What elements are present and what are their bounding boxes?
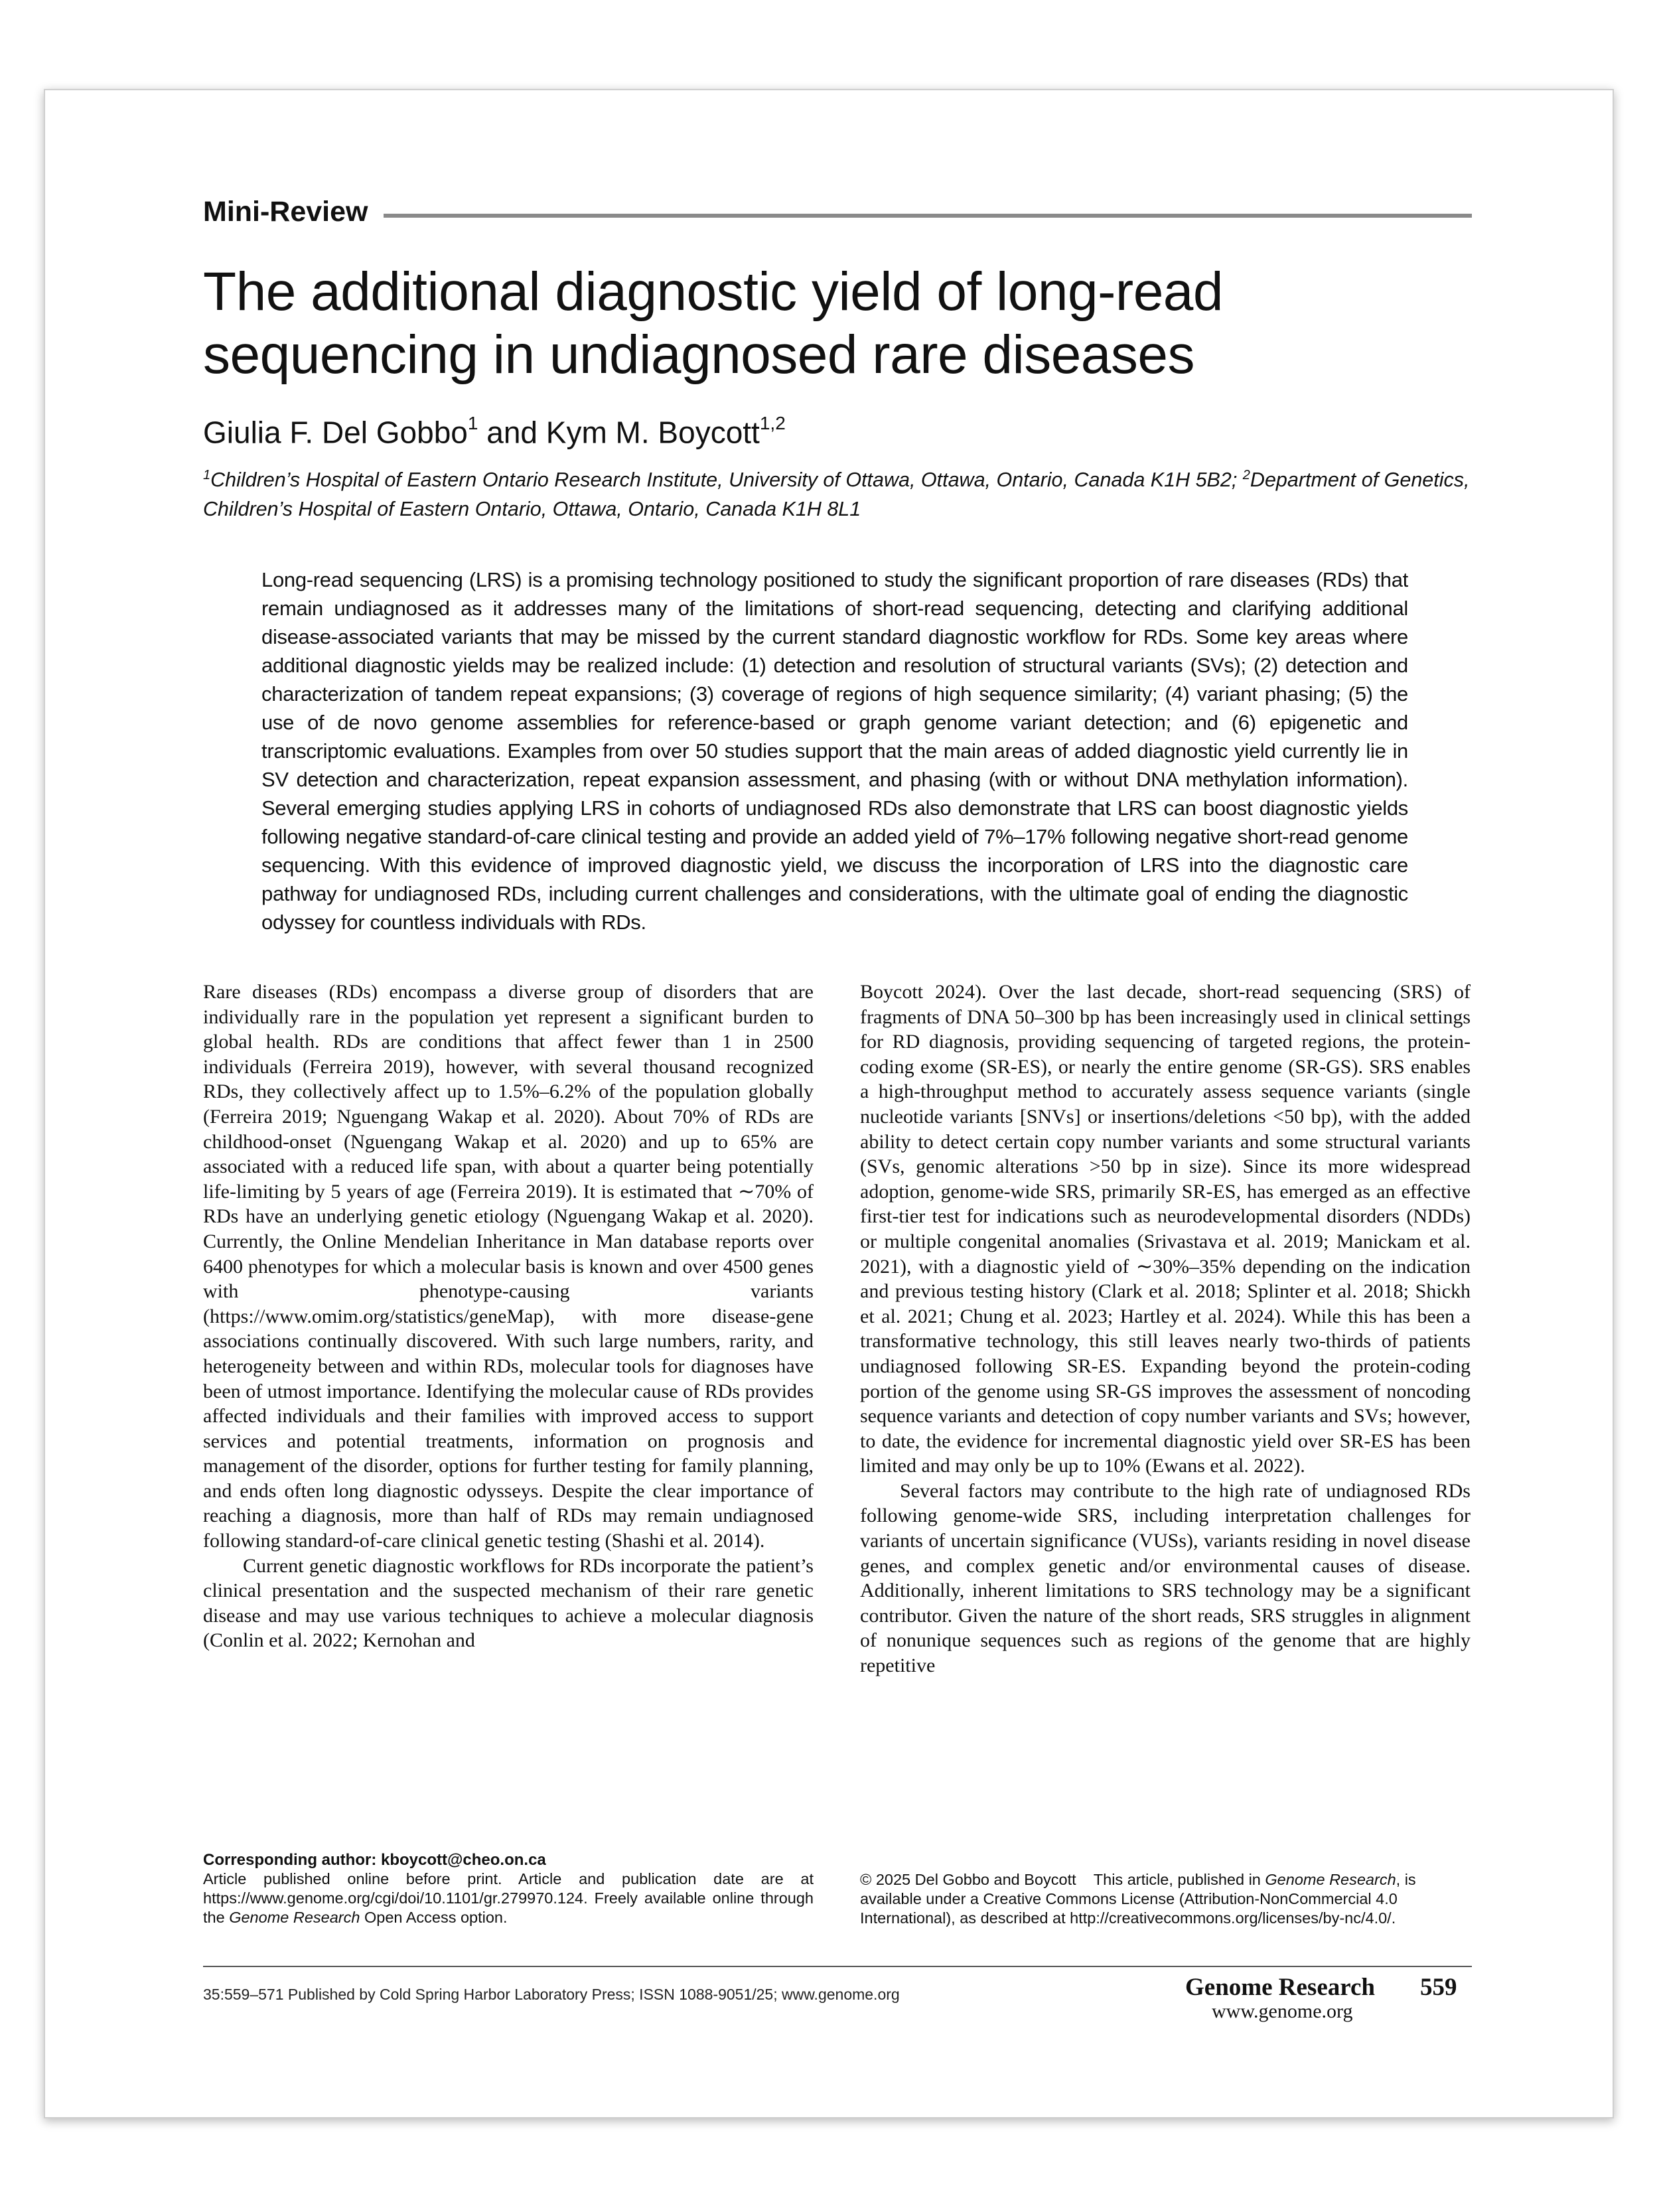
section-rule [384, 214, 1472, 218]
author-name: Giulia F. Del Gobbo [203, 415, 468, 450]
journal-name-italic: Genome Research [229, 1909, 360, 1926]
author-affil-mark: 1,2 [759, 413, 786, 433]
body-paragraph: Current genetic diagnostic workflows for RDs incorporate the patient’s clinical presentation and the suspected mechanism of their rare genetic disease and may use various techniques to achieve a molecular diagnosis (Conlin et al. 2022; Kernohan and [203, 1554, 814, 1652]
publication-note [203, 1870, 814, 1927]
copyright: © 2025 Del Gobbo and Boycott [860, 1871, 1076, 1888]
license-text: , is available under a Creative Commons License (Attribution-NonCommercial 4.0 International), as described at http://creativecommons.org/licenses/by-nc/4.0/. [860, 1871, 1416, 1927]
page-number: 559 [1420, 1974, 1457, 2001]
footer-citation: 35:559–571 Published by Cold Spring Harbor Laboratory Press; ISSN 1088-9051/25; www.genome.org [203, 1986, 900, 2003]
journal-name-italic: Genome Research [1265, 1871, 1396, 1888]
affiliations [203, 461, 1477, 524]
footnote-license [860, 1870, 1471, 1928]
author-line [203, 406, 786, 452]
corresponding-author: Corresponding author: kboycott@cheo.on.ca [203, 1851, 546, 1869]
affil-mark: 2 [1242, 468, 1250, 482]
footer-journal-url: www.genome.org [1212, 2000, 1353, 2022]
footnote-correspondence [203, 1850, 814, 1927]
license-text: This article, published in [1093, 1871, 1265, 1888]
footer-rule [203, 1966, 1472, 1967]
body-column-left [203, 980, 814, 1653]
publication-note-text: Open Access option. [360, 1909, 508, 1926]
affiliation-2: Department of Genetics, Children’s Hospital of Eastern Ontario, Ottawa, Ontario, Canada K1H 8L1 [203, 469, 1470, 521]
section-label: Mini-Review [203, 196, 368, 228]
body-paragraph: Boycott 2024). Over the last decade, short-read sequencing (SRS) of fragments of DNA 50–300 bp has been increasingly used in clinical settings for RD diagnosis, providing sequencing of targeted regions, the protein-coding exome (SR-ES), or nearly the entire genome (SR-GS). SRS enables a high-throughput method to accurately assess sequence variants (single nucleotide variants [SNVs] or insertions/deletions <50 bp), with the added ability to detect certain copy number variants and some structural variants (SVs, genomic alterations >50 bp in size). Since its more widespread adoption, genome-wide SRS, primarily SR-ES, has emerged as an effective first-tier test for indications such as neurodevelopmental disorders (NDDs) or multiple congenital anomalies (Srivastava et al. 2019; Manickam et al. 2021), with a diagnostic yield of ∼30%–35% depending on the indication and previous testing history (Clark et al. 2018; Splinter et al. 2018; Shickh et al. 2021; Chung et al. 2023; Hartley et al. 2024). While this has been a transformative technology, this still leaves nearly two-thirds of patients undiagnosed following SR-ES. Expanding beyond the protein-coding portion of the genome using SR-GS improves the assessment of noncoding sequence variants and detection of copy number variants and SVs; however, to date, the evidence for incremental diagnostic yield over SR-ES has been limited and may only be up to 10% (Ewans et al. 2022). [860, 981, 1471, 1477]
body-paragraph: Rare diseases (RDs) encompass a diverse group of disorders that are individually rare in the population yet represent a significant burden to global health. RDs are conditions that affect fewer than 1 in 2500 individuals (Ferreira 2019), however, with several thousand recognized RDs, they collectively affect up to 1.5%–6.2% of the population globally (Ferreira 2019; Nguengang Wakap et al. 2020). About 70% of RDs are childhood-onset (Nguengang Wakap et al. 2020) and up to 65% are associated with a reduced life span, with about a quarter being potentially life-limiting by 5 years of age (Ferreira 2019). It is estimated that ∼70% of RDs have an underlying genetic etiology (Nguengang Wakap et al. 2020). Currently, the Online Mendelian Inheritance in Man database reports over 6400 phenotypes for which a molecular basis is known and over 4500 genes with phenotype-causing variants (https://www.omim.org/statistics/geneMap), with more disease-gene associations continually discovered. With such large numbers, rarity, and heterogeneity between and within RDs, molecular tools for diagnoses have been of utmost importance. Identifying the molecular cause of RDs provides affected individuals and their families with improved access to support services and potential treatments, information on prognosis and management of the disorder, options for further testing for family planning, and ends often long diagnostic odysseys. Despite the clear importance of reaching a diagnosis, more than half of RDs may remain undiagnosed following standard-of-care clinical genetic testing (Shashi et al. 2014). [203, 981, 814, 1552]
author-name: Kym M. Boycott [545, 415, 760, 450]
publication-note-text: Article published online before print. Article and publication date are at https://www.genome.org/cgi/doi/10.1101/gr.279970.124. Freely available online through the [203, 1870, 814, 1926]
article-title: The additional diagnostic yield of long-read sequencing in undiagnosed rare diseases [203, 261, 1224, 385]
affil-mark: 1 [203, 468, 211, 482]
author-joiner: and [478, 415, 546, 450]
affiliation-1: Children’s Hospital of Eastern Ontario Research Institute, University of Ottawa, Ottawa, Ontario, Canada K1H 5B2; [210, 469, 1243, 492]
body-column-right [860, 980, 1471, 1678]
abstract: Long-read sequencing (LRS) is a promising technology positioned to study the significant proportion of rare diseases (RDs) that remain undiagnosed as it addresses many of the limitations of short-read sequencing, detecting and clarifying additional disease-associated variants that may be missed by the current standard diagnostic workflow for RDs. Some key areas where additional diagnostic yields may be realized include: (1) detection and resolution of structural variants (SVs); (2) detection and characterization of tandem repeat expansions; (3) coverage of regions of high sequence similarity; (4) variant phasing; (5) the use of de novo genome assemblies for reference-based or graph genome variant detection; and (6) epigenetic and transcriptomic evaluations. Examples from over 50 studies support that the main areas of added diagnostic yield currently lie in SV detection and characterization, repeat expansion assessment, and phasing (with or without DNA methylation information). Several emerging studies applying LRS in cohorts of undiagnosed RDs also demonstrate that LRS can boost diagnostic yields following negative standard-of-care clinical testing and provide an added yield of 7%–17% following negative short-read genome sequencing. With this evidence of improved diagnostic yield, we discuss the incorporation of LRS into the diagnostic care pathway for undiagnosed RDs, including current challenges and considerations, with the ultimate goal of ending the diagnostic odyssey for countless individuals with RDs. [261, 568, 1408, 934]
author-affil-mark: 1 [467, 413, 478, 433]
body-paragraph: Several factors may contribute to the high rate of undiagnosed RDs following genome-wide SRS, including interpretation challenges for variants of uncertain significance (VUSs), variants residing in novel disease genes, and complex genetic and/or environmental causes of disease. Additionally, inherent limitations to SRS technology may be a significant contributor. Given the nature of the short reads, SRS struggles in alignment of nonunique sequences such as regions of the genome that are highly repetitive [860, 1479, 1471, 1677]
footer-journal-name: Genome Research [1185, 1974, 1375, 2001]
